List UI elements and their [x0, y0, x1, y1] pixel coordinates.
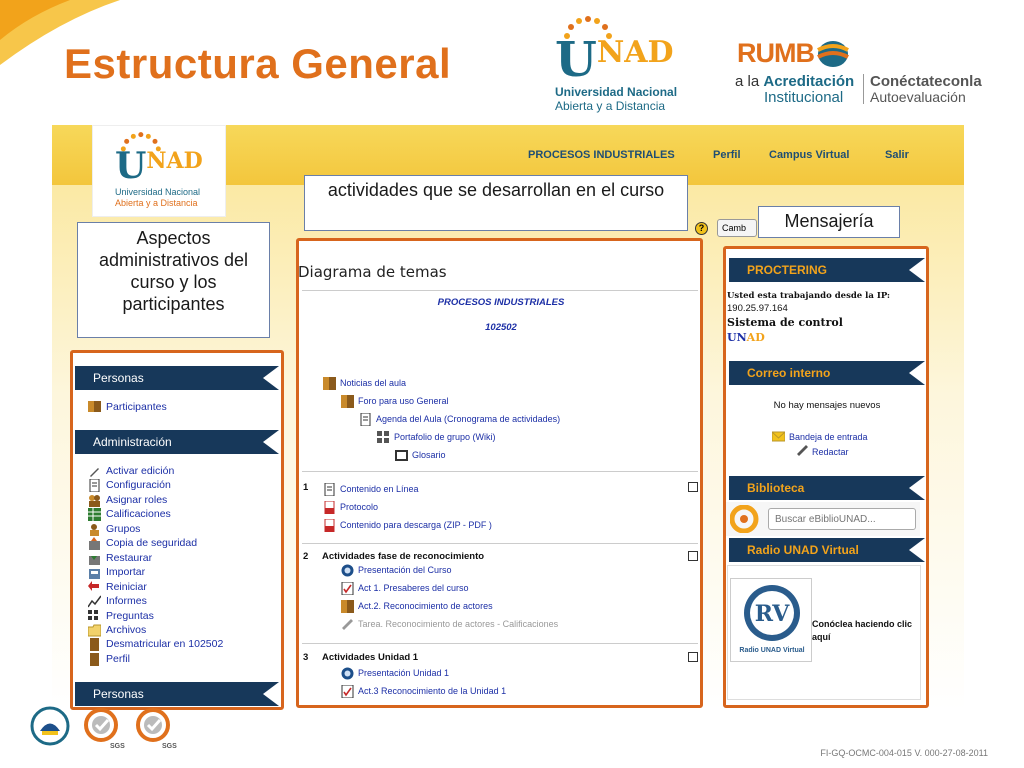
diagrama-heading: Diagrama de temas [298, 263, 447, 281]
resource-link[interactable]: Contenido para descarga (ZIP - PDF ) [340, 520, 492, 530]
radio-rv-icon [742, 583, 802, 643]
rumbo-line1-pre: a la [735, 73, 764, 90]
pdf-icon [323, 501, 336, 514]
unenrol-icon [88, 638, 101, 651]
resource-link[interactable]: Protocolo [340, 502, 379, 512]
profile-icon [88, 653, 101, 666]
backup-icon [88, 537, 101, 550]
collapse-arrow-icon[interactable] [909, 361, 925, 385]
biblioteca-title: Biblioteca [747, 481, 805, 495]
groups-icon [88, 523, 101, 536]
personas-bottom-block-header[interactable] [75, 682, 279, 706]
document-icon [359, 413, 372, 426]
middle-frame [296, 238, 703, 708]
collapse-arrow-icon[interactable] [909, 258, 925, 282]
participantes-link[interactable]: Participantes [106, 401, 167, 413]
topic-link[interactable]: Noticias del aula [340, 378, 407, 388]
rumbo-globe-icon [815, 38, 851, 70]
campus-unad-line1: Universidad Nacional [115, 187, 201, 197]
envelope-icon [772, 430, 785, 443]
admin-item[interactable]: Calificaciones [106, 508, 171, 520]
section-checkbox[interactable] [688, 551, 698, 561]
footer-document-code: FI-GQ-OCMC-004-015 V. 000-27-08-2011 [820, 748, 988, 758]
quiz-icon [341, 582, 354, 595]
admin-item[interactable]: Grupos [106, 523, 141, 535]
admin-item[interactable]: Informes [106, 595, 147, 607]
biblioteca-search-area [726, 502, 920, 536]
participants-icon [88, 400, 101, 413]
quiz-icon [341, 685, 354, 698]
radio-unad-logo[interactable] [730, 578, 812, 662]
presentation-icon [341, 564, 354, 577]
resource-link[interactable]: Contenido en Línea [340, 484, 419, 494]
activity-link[interactable]: Act 1. Presaberes del curso [358, 583, 469, 593]
collapse-arrow-icon[interactable] [263, 682, 279, 706]
compose-icon [796, 444, 809, 457]
collapse-arrow-icon[interactable] [263, 430, 279, 454]
reports-icon [88, 595, 101, 608]
glossary-icon [395, 449, 408, 462]
colombia-seal-icon [30, 706, 70, 746]
course-name: PROCESOS INDUSTRIALES [437, 297, 565, 308]
section-number: 2 [303, 551, 309, 562]
control-ad: AD [746, 331, 765, 344]
activity-link[interactable]: Act.2. Reconocimiento de actores [358, 601, 493, 611]
rumbo-separator [863, 74, 864, 104]
admin-item[interactable]: Archivos [106, 624, 147, 636]
divider [302, 290, 698, 291]
compose-link[interactable]: Redactar [812, 447, 849, 457]
ip-address: 190.25.97.164 [727, 303, 788, 314]
no-messages-text: No hay mensajes nuevos [773, 400, 881, 411]
activity-link[interactable]: Presentación del Curso [358, 565, 452, 575]
ip-label: Usted esta trabajando desde la IP: [727, 291, 891, 301]
sgs-certification-icon [132, 706, 178, 750]
unad-line2: Abierta y a Distancia [555, 99, 666, 113]
divider [302, 643, 698, 644]
radio-logo-caption: Radio UNAD Virtual [739, 647, 805, 654]
conocela-link[interactable]: Conóclea haciendo clic aquí [812, 619, 913, 642]
reset-icon [88, 581, 101, 594]
topic-link[interactable]: Foro para uso General [358, 396, 449, 406]
admin-item[interactable]: Configuración [106, 479, 171, 491]
proctering-block-header[interactable] [729, 258, 925, 282]
rumbo-conectate: Conéctateconla [870, 73, 982, 90]
collapse-arrow-icon[interactable] [909, 538, 925, 562]
course-code: 102502 [485, 322, 517, 333]
nav-salir[interactable]: Salir [885, 149, 909, 161]
collapse-arrow-icon[interactable] [263, 366, 279, 390]
section-checkbox[interactable] [688, 652, 698, 662]
edit-icon [88, 465, 101, 478]
restore-icon [88, 552, 101, 565]
campus-unad-line2: Abierta y a Distancia [115, 198, 198, 208]
forum-icon [323, 377, 336, 390]
nav-perfil[interactable]: Perfil [713, 149, 741, 161]
nav-procesos-industriales[interactable]: PROCESOS INDUSTRIALES [528, 149, 675, 161]
document-icon [323, 483, 336, 496]
personas-bottom-title: Personas [93, 687, 144, 701]
radio-block[interactable] [727, 565, 921, 700]
campus-unad-nad: NAD [146, 148, 203, 174]
rumbo-line2: Institucional [764, 89, 844, 106]
admin-item[interactable]: Importar [106, 566, 146, 578]
unad-u: U [555, 32, 597, 88]
correo-block-header[interactable] [729, 361, 925, 385]
activity-link-dimmed[interactable]: Tarea. Reconocimiento de actores - Calificaciones [358, 619, 559, 629]
radio-title: Radio UNAD Virtual [747, 543, 859, 557]
forum-icon [341, 395, 354, 408]
admin-item[interactable]: Desmatricular en 102502 [106, 638, 224, 650]
wiki-icon [377, 431, 390, 444]
topic-link[interactable]: Portafolio de grupo (Wiki) [394, 432, 496, 442]
unad-nad: NAD [596, 35, 674, 70]
administracion-block-header[interactable] [75, 430, 279, 454]
grades-icon [88, 508, 101, 521]
callout-aspectos: Aspectos administrativos del curso y los participantes [77, 222, 270, 338]
personas-block-header[interactable] [75, 366, 279, 390]
callout-actividades: actividades que se desarrollan en el curso [304, 175, 688, 231]
callout-mensajeria: Mensajería [758, 206, 900, 238]
roles-icon [88, 494, 101, 507]
change-role-button[interactable]: Camb [717, 219, 757, 237]
control-system-label: Sistema de control [727, 316, 843, 329]
activity-link[interactable]: Act.3 Reconocimiento de la Unidad 1 [358, 686, 507, 696]
unad-line1: Universidad Nacional [555, 85, 678, 99]
settings-doc-icon [88, 479, 101, 492]
admin-item[interactable]: Reiniciar [106, 581, 147, 593]
control-unad [727, 331, 765, 344]
divider [302, 543, 698, 544]
nav-campus-virtual[interactable]: Campus Virtual [769, 149, 850, 161]
campus-logo-card [92, 125, 226, 217]
help-icon[interactable]: ? [695, 222, 708, 235]
sgs-label: SGS [110, 743, 125, 750]
collapse-arrow-icon[interactable] [909, 476, 925, 500]
campus-unad-u: U [115, 145, 147, 187]
rumbo-line1-bold: Acreditación [763, 73, 855, 90]
divider [302, 471, 698, 472]
sgs-label: SGS [162, 743, 177, 750]
admin-item[interactable]: Preguntas [106, 610, 154, 622]
correo-title: Correo interno [747, 366, 831, 380]
admin-item[interactable]: Restaurar [106, 552, 153, 564]
unad-logo [555, 14, 685, 114]
questions-icon [88, 610, 101, 623]
radio-block-header[interactable] [729, 538, 925, 562]
rumbo-autoevaluacion: Autoevaluación [870, 89, 966, 105]
administracion-title: Administración [93, 435, 172, 449]
rumbo-word: RUMB [737, 38, 814, 68]
section-checkbox[interactable] [688, 482, 698, 492]
inbox-link[interactable]: Bandeja de entrada [789, 432, 868, 442]
presentation-icon [341, 667, 354, 680]
admin-item[interactable]: Perfil [106, 653, 130, 665]
sgs-certification-icon [80, 706, 126, 750]
library-logo-icon [730, 505, 760, 533]
biblioteca-block-header[interactable] [729, 476, 925, 500]
biblio-search-input[interactable] [768, 508, 916, 530]
pdf-icon [323, 519, 336, 532]
rumbo-acreditacion-logo [735, 38, 990, 108]
assignment-icon [341, 618, 354, 631]
control-un: UN [727, 331, 747, 344]
activity-link[interactable]: Presentación Unidad 1 [358, 668, 450, 678]
radio-rv-text: RV [754, 601, 790, 627]
section-title: Actividades fase de reconocimiento [322, 551, 485, 562]
slide-title: Estructura General [64, 40, 452, 87]
left-frame [70, 350, 284, 710]
personas-title: Personas [93, 371, 144, 385]
admin-item[interactable]: Asignar roles [106, 494, 168, 506]
topic-link[interactable]: Agenda del Aula (Cronograma de actividades) [376, 414, 561, 424]
forum-icon [341, 600, 354, 613]
section-number: 3 [303, 652, 309, 663]
proctering-title: PROCTERING [747, 263, 828, 277]
admin-item[interactable]: Activar edición [106, 465, 175, 477]
section-title: Actividades Unidad 1 [322, 652, 419, 663]
folder-icon [88, 624, 101, 637]
section-number: 1 [303, 482, 309, 493]
topic-link[interactable]: Glosario [412, 450, 446, 460]
import-icon [88, 566, 101, 579]
admin-item[interactable]: Copia de seguridad [106, 537, 198, 549]
